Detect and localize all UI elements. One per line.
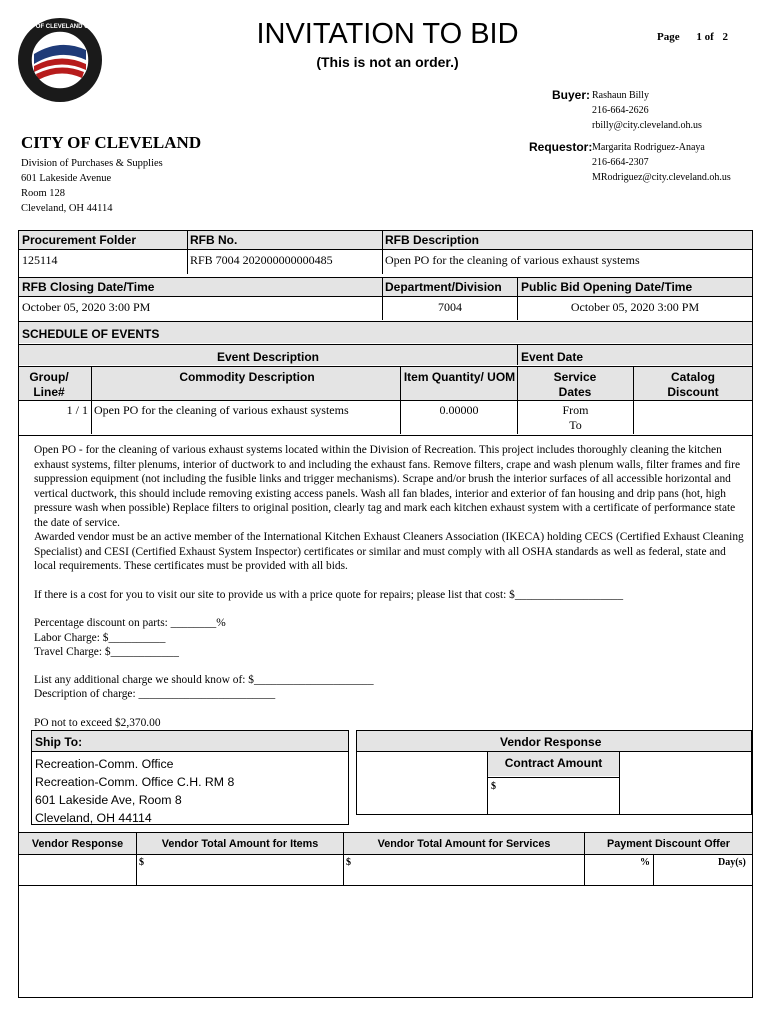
ship-to-line: Recreation-Comm. Office C.H. RM 8	[35, 775, 235, 789]
contract-amount-input[interactable]: $	[491, 781, 496, 792]
buyer-name: Rashaun Billy	[592, 90, 649, 101]
page-label: Page	[657, 31, 680, 43]
labor-line: Labor Charge: $__________	[34, 631, 166, 644]
event-date-label: Event Date	[521, 350, 584, 364]
ship-to-line: 601 Lakeside Ave, Room 8	[35, 793, 182, 807]
address-line: Division of Purchases & Supplies	[21, 158, 163, 169]
service-to: To	[569, 418, 582, 432]
requestor-label: Requestor:	[529, 140, 593, 154]
dept-value: 7004	[438, 300, 462, 314]
requestor-email[interactable]: MRodriguez@city.cleveland.oh.us	[592, 172, 731, 183]
closing-value: October 05, 2020 3:00 PM	[22, 300, 151, 314]
buyer-phone: 216-664-2626	[592, 105, 649, 116]
address-line: Cleveland, OH 44114	[21, 203, 113, 214]
org-address	[21, 156, 163, 216]
discount-offer-label: Payment Discount Offer	[607, 838, 730, 850]
commodity-value: Open PO for the cleaning of various exhaust systems	[94, 403, 349, 417]
travel-line: Travel Charge: $____________	[34, 646, 179, 658]
ship-to-line: Recreation-Comm. Office	[35, 757, 174, 771]
opening-value: October 05, 2020 3:00 PM	[570, 300, 700, 314]
org-name: CITY OF CLEVELAND	[21, 133, 202, 152]
qty-value: 0.00000	[439, 403, 479, 417]
closing-label: RFB Closing Date/Time	[22, 280, 155, 294]
dept-label: Department/Division	[385, 280, 502, 294]
charge-description-line: Description of charge: ________________________	[34, 688, 276, 700]
catalog-label: Catalog Discount	[667, 370, 719, 399]
additional-charge-line: List any additional charge we should know of: $_____________________	[34, 673, 374, 686]
services-total-label: Vendor Total Amount for Services	[377, 838, 551, 850]
event-desc-label: Event Description	[216, 350, 320, 364]
seal-icon	[16, 16, 104, 104]
page-indicator	[657, 31, 728, 43]
rfb-desc-label: RFB Description	[385, 233, 480, 247]
address-line: 601 Lakeside Avenue	[21, 173, 112, 184]
service-from: From	[562, 403, 589, 417]
address-line: Room 128	[21, 188, 66, 199]
bid-description	[34, 443, 746, 730]
requestor-phone: 216-664-2307	[592, 157, 649, 168]
commodity-label: Commodity Description	[179, 370, 315, 384]
items-total-input[interactable]: $	[139, 857, 144, 868]
procurement-folder-value: 125114	[22, 253, 58, 267]
qty-label: Item Quantity/ UOM	[403, 370, 516, 384]
requestor-name: Margarita Rodriguez-Anaya	[592, 142, 705, 153]
rfb-no-value: RFB 7004 202000000000485	[190, 253, 333, 267]
ship-to-line: Cleveland, OH 44114	[35, 811, 152, 825]
po-limit: PO not to exceed $2,370.00	[34, 716, 161, 729]
requestor-info	[592, 140, 731, 185]
vendor-response-label: Vendor Response	[500, 735, 602, 749]
discount-days-input[interactable]: Day(s)	[718, 857, 746, 868]
rfb-no-label: RFB No.	[190, 233, 238, 247]
city-seal	[16, 16, 104, 104]
items-total-label: Vendor Total Amount for Items	[161, 838, 319, 850]
buyer-email[interactable]: rbilly@city.cleveland.oh.us	[592, 120, 702, 131]
description-para-2: Awarded vendor must be an active member of the International Kitchen Exhaust Cleaners Association (IKECA) holding CECS (Certified Exhaust Cleaning Specialist) and CESI (Certified Exhaust System Inspector) certificates or similar and must comply with all OSHA standards as well as federal, state and local requirements. These certificates must be provided with all bids.	[34, 531, 744, 572]
group-label: Group/ Line#	[29, 370, 69, 399]
ship-to-label: Ship To:	[35, 735, 83, 749]
line-number: 1 / 1	[66, 403, 88, 417]
description-para-1: Open PO - for the cleaning of various exhaust systems located within the Division of Recreation. This project includes thoroughly cleaning the kitchen exhaust systems, filter plenums, interior of ductwork to and including the exhaust fans. Remove filters, crape and wash plenum walls, filter frames and fire suppression equipment (not including the fusible links and trigger mechanisms). Scrape and/or brush the interior surfaces of all accessible horizontal and vertical ductwork, this should include removing existing access panels. Wash all fan blades, interior and exterior of fan housing and drip pans (hot, high pressure wash when possible) Replace filters to original position, clearly tag and mark each kitchen exhaust system with a certificate of performance state the date of service.	[34, 444, 741, 529]
page-num: 1 of	[696, 31, 714, 43]
procurement-folder-label: Procurement Folder	[22, 233, 137, 247]
buyer-info	[592, 88, 702, 133]
page-total: 2	[722, 31, 729, 43]
svg-text:CITY OF CLEVELAND OHIO: CITY OF CLEVELAND OHIO	[20, 24, 100, 30]
page-title: INVITATION TO BID	[256, 18, 519, 50]
discount-percent-input[interactable]: %	[640, 857, 650, 868]
bottom-vendor-response: Vendor Response	[31, 838, 124, 850]
schedule-label: SCHEDULE OF EVENTS	[22, 327, 160, 341]
services-total-input[interactable]: $	[346, 857, 351, 868]
cost-line: If there is a cost for you to visit our site to provide us with a price quote for repairs; please list that cost: $___________________	[34, 588, 624, 601]
opening-label: Public Bid Opening Date/Time	[521, 280, 693, 294]
contract-amount-label: Contract Amount	[504, 756, 603, 770]
rfb-desc-value: Open PO for the cleaning of various exhaust systems	[385, 253, 640, 267]
percentage-line: Percentage discount on parts: ________%	[34, 617, 226, 629]
buyer-label: Buyer:	[552, 88, 591, 102]
service-label: Service Dates	[553, 370, 597, 399]
ship-to-address	[35, 755, 234, 827]
page-subtitle: (This is not an order.)	[316, 54, 459, 70]
